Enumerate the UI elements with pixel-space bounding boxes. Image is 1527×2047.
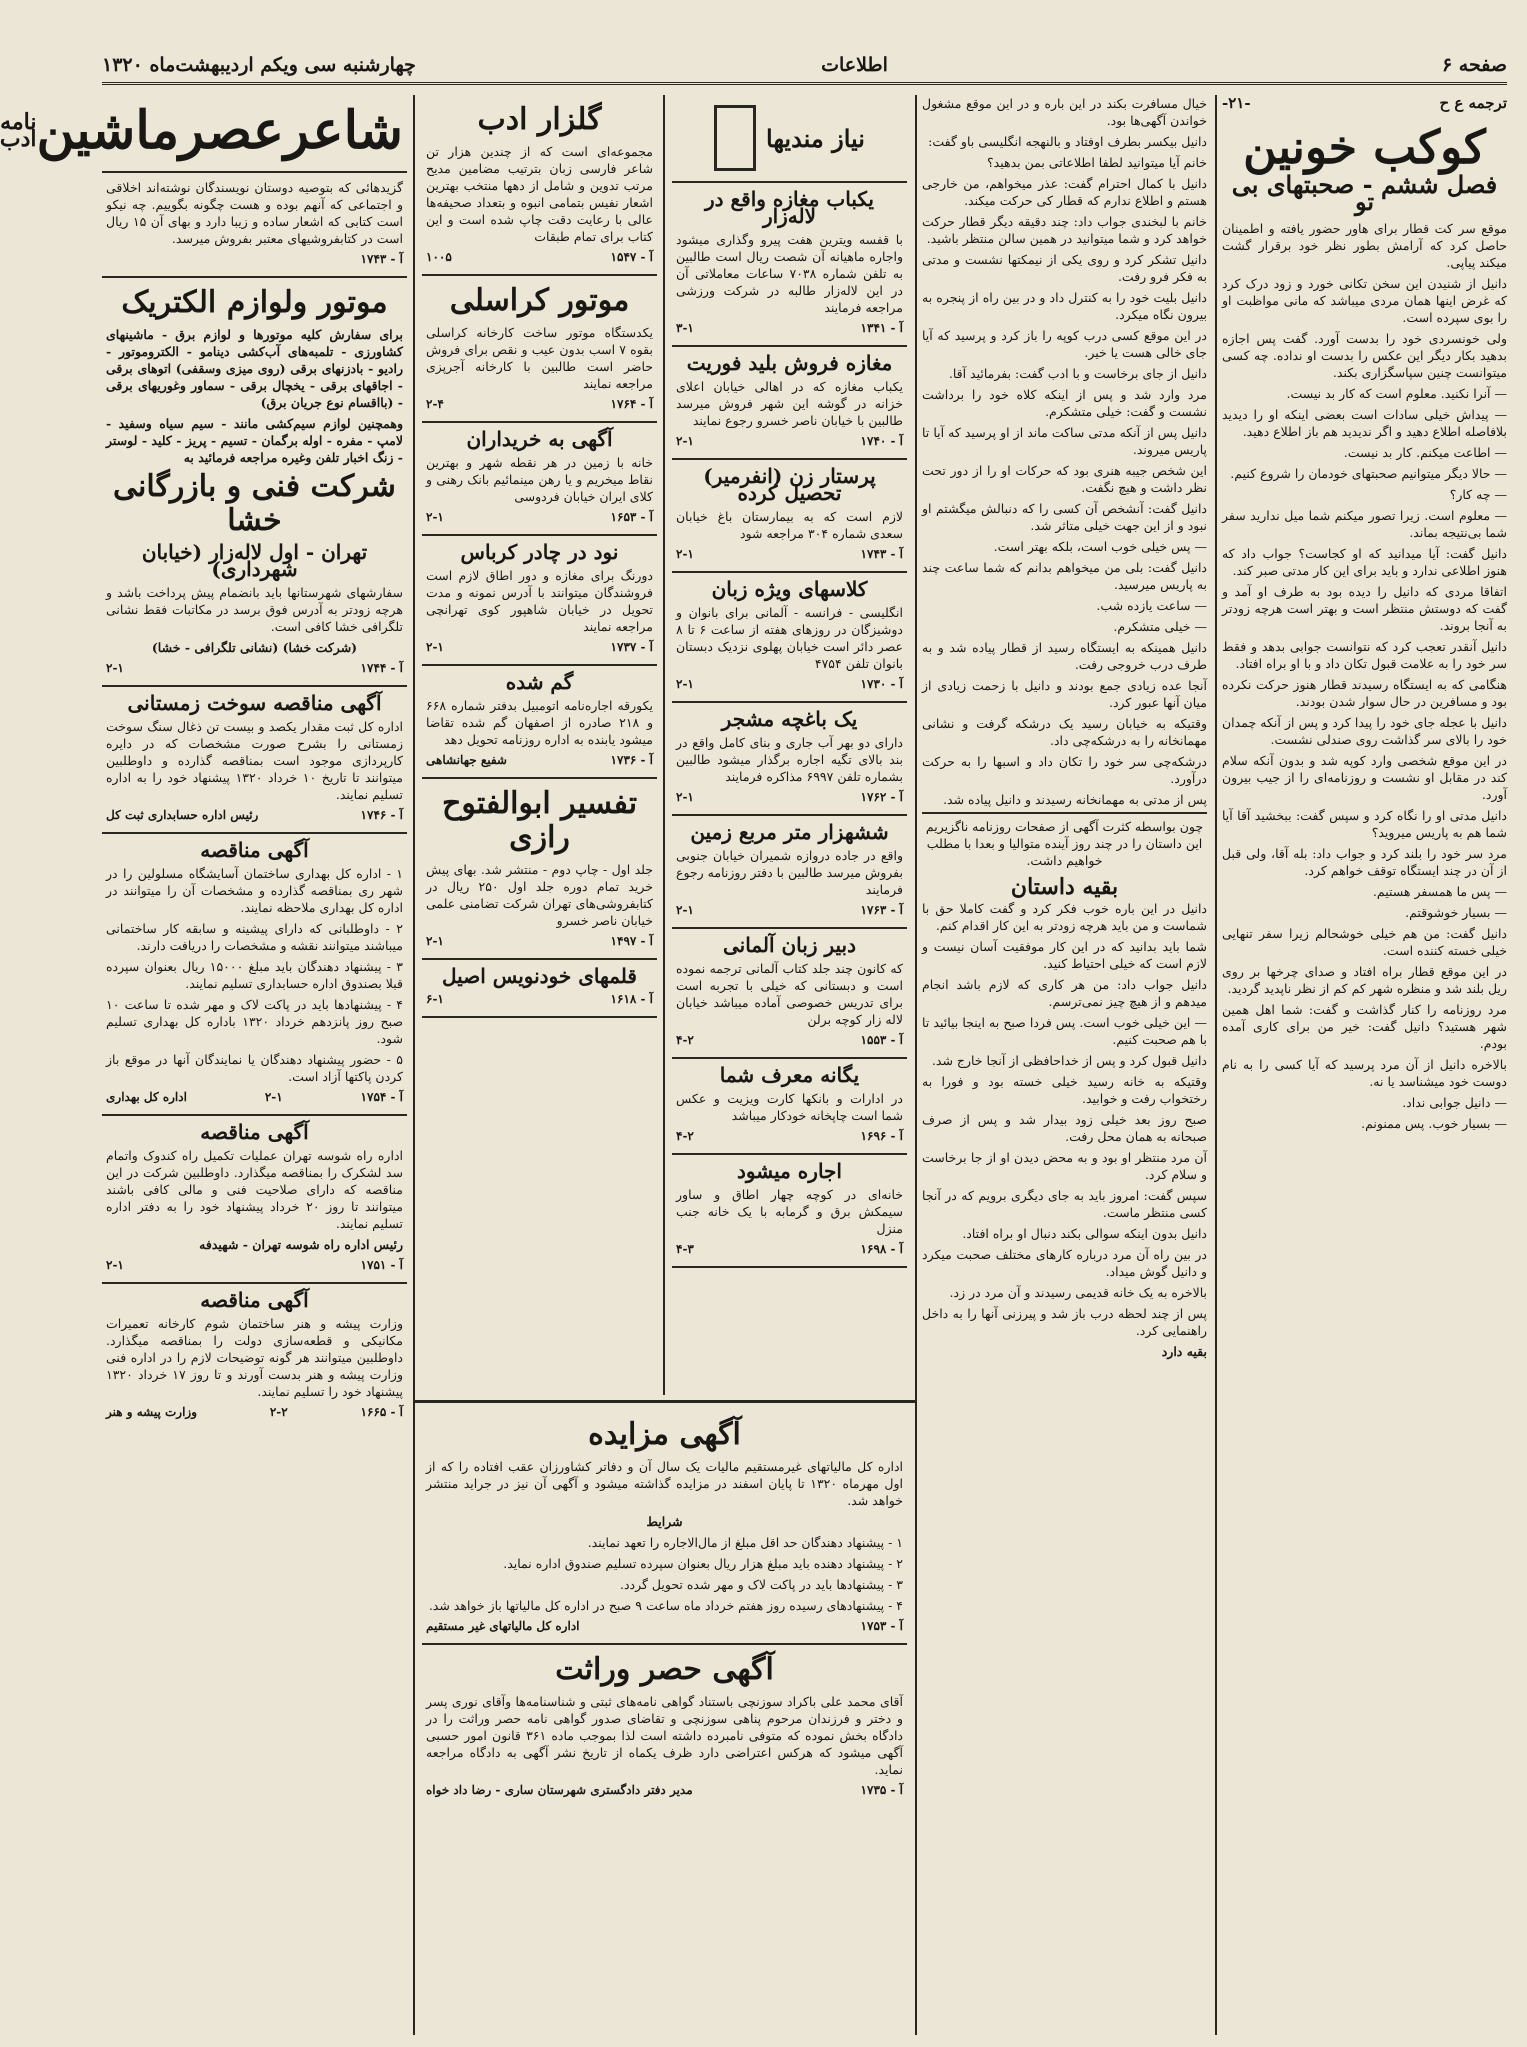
paragraph: دانیل پس از آنکه مدتی ساکت ماند از او پرسید که آیا تا پاریس میروند. [922,425,1207,457]
classified-ad [672,183,907,347]
paragraph: دانیل از شنیدن این سخن تکانی خورد و زود درک کرد که غرض اینها همان مردی میباشد که مانی مواظبت او را بوی سپرده است. [1222,276,1507,325]
official-notices [422,1410,907,2035]
ad-code: آ - ۱۶۱۸ [610,992,653,1006]
ad-code: آ - ۱۳۴۱ [860,321,903,335]
ad-body: جلد اول - چاپ دوم - منتشر شد. بهای پیش خرید تمام دوره جلد اول ۲۵۰ ریال در کتابفروشی‌های تهران شرکت تضامنی علمی خیابان ناصر خسرو [426,862,653,928]
paragraph: دانیل بدون اینکه سوالی بکند دنبال او براه افتاد. [962,1226,1207,1241]
paragraph: دانیل گفت: آنشخص آن کسی را که دنبالش میگشتم او نبود و از این جهت خیلی متاثر شد. [922,501,1207,533]
ad-run: ۲-۱ [676,434,694,448]
ad-code: آ - ۱۷۳۷ [610,640,653,654]
newspaper-name: اطلاعات [821,54,888,76]
paragraph: این شخص جیبه هنری بود که حرکات او را از دور تحت نظر داشت و هیچ نگفت. [922,463,1207,495]
notice-run: ۲-۱ [106,1258,124,1272]
paragraph: ۱ - اداره کل بهداری ساختمان آسایشگاه مسلولین را در شهر ری بمناقصه گذارده و مشخصات آن را میتوانند در اداره کل بهداری ملاحظه نمایند. [106,866,403,915]
paragraph: ۳ - پیشنهادها باید در پاکت لاک و مهر شده تحویل گردد. [619,1577,903,1592]
paragraph: در این موقع کسی درب کوپه را باز کرد و پرسید که آیا جای خالی هست یا خیر. [922,328,1207,360]
paragraph: — حالا دیگر میتوانیم صحبتهای خودمان را شروع کنیم. [1230,466,1507,481]
classified-ad [422,95,657,276]
paragraph: — بسیار خوشوقتم. [1405,905,1507,920]
paragraph: در این موقع شخصی وارد کوپه شد و بدون آنکه سلام کند در مقابل او نشست و روزنامه‌ای را از جیب بیرون آورد. [1222,753,1507,802]
paragraph: ۵ - حضور پیشنهاد دهندگان یا نمایندگان آنها در موقع باز کردن پاکتها آزاد است. [106,1052,403,1084]
classified-ad [422,276,657,423]
advertisements-column [0,95,407,2035]
book-ad [102,173,407,278]
ad-run: شفیع جهانشاهی [426,753,507,767]
ad-body: دارای دو بهر آب جاری و بنای کامل واقع در بند بالای تگیه اجاره برگذار میشود طالبین بشماره تلفن ۶۹۹۷ مذاکره فرمایند [676,735,903,784]
ad-run: ۳-۱ [676,321,694,335]
notice-code: آ - ۱۷۵۱ [360,1258,403,1272]
continued-label: بقیه دارد [1161,1344,1207,1359]
ad-body: دورنگ برای مغازه و دور اطاق لازم است فروشندگان میتوانند با آدرس نمونه و مدت تحویل در خیابان شاهپور کوی تهرانچی مراجعه نمایند [426,568,653,634]
ad-body: یکباب مغازه که در اهالی خیابان اعلای خزانه در گوشه این شهر فروش میرسد طالبین با خیابان ناصر خسرو رجوع نمایند [676,379,903,428]
ad-code: آ - ۱۷۴۳ [360,252,403,266]
ad-code: آ - ۱۴۹۷ [610,934,653,948]
ad-code: آ - ۱۷۶۳ [860,903,903,917]
notice-code: آ - ۱۶۶۵ [360,1405,403,1419]
classified-ad [672,1059,907,1155]
ad-code: آ - ۱۷۳۰ [860,677,903,691]
ad-code: آ - ۱۷۳۶ [610,753,653,767]
paragraph: پس از مدتی به مهمانخانه رسیدند و دانیل پیاده شد. [943,792,1207,807]
company-telegraph: (شرکت خشا) (نشانی تلگرافی - خشا) [151,640,358,655]
notice-title: آگهی مناقصه [200,838,309,862]
classified-ad [672,347,907,460]
serial-continuation-column [922,95,1207,2035]
paragraph: — این خیلی خوب است. پس فردا صبح به اینجا بیائید تا با هم صحبت کنیم. [922,1015,1207,1047]
notice-signature: اداره کل مالیاتهای غیر مستقیم [426,1619,580,1633]
classified-ad [422,666,657,779]
ad-body: گزیدهائی که بتوصیه دوستان نویسندگان نوشته‌اند اخلاقی و اجتماعی که آنهم بوده و هست چگونه بگوییم. چه نیکو است کتابی که اشعار ساده و زیبا دارد و بهای آن ۱۵ ریال است در کتابفروشیهای معتبر بفروش میرسد. [106,180,403,246]
classified-ad [672,460,907,573]
column-divider [915,95,917,2035]
ad-title: کلاسهای ویژه زبان [711,577,868,601]
paragraph: — ساعت یازده شب. [1096,598,1207,613]
tender-notice [102,1284,407,1429]
notice-signature: رئیس اداره راه شوسه تهران - شهیدفه [199,1237,403,1252]
paragraph: — دانیل جوابی نداد. [1402,1095,1507,1110]
company-address: تهران - اول لاله‌زار (خیابان شهرداری) [141,540,368,581]
paragraph: دانیل با عجله جای خود را پیدا کرد و پس از آنکه چمدان خود را بالای سر گذاشت روی صندلی نشست. [1222,715,1507,747]
ad-code: آ - ۱۷۴۰ [860,434,903,448]
tender-notice [102,1116,407,1284]
column-divider [413,95,415,2035]
paragraph: خانم آیا میتوانید لطفا اطلاعاتی بمن بدهید؟ [987,155,1207,170]
classifieds-column-a [672,95,907,1395]
ad-run: ۶-۱ [426,992,444,1006]
paragraph: دانیل با کمال احترام گفت: عذر میخواهم، من خارجی هستم و اطلاع ندارم که قطار کی حرکت میکند. [922,176,1207,208]
paragraph: دانیل آنقدر تعجب کرد که نتوانست جوابی بدهد و فقط سر خود را به علامت قبول تکان داد و با او براه افتاد. [1222,639,1507,671]
ad-title: دبیر زبان آلمانی [722,933,857,957]
ad-title: نود در چادر کرباس [460,540,619,564]
tender-notice [102,687,407,834]
inheritance-notice [422,1645,907,1807]
book-ad-banner [0,95,407,173]
notice-body: اداره راه شوسه تهران عملیات تکمیل راه کندوک واتمام سد لشکرک را بمناقصه میگذارد. داوطلبین شرکت در این مناقصه که دارای صلاحیت فنی و مالی کافی باشند میتوانند تا روز ۲۰ خرداد پیشنهاد خود را به دفتر اداره تسلیم نمایند. [106,1148,403,1231]
ad-run: ۱۰۰۵ [426,250,452,264]
installment-number: -۲۱- [1222,94,1251,112]
notice-code: آ - ۱۷۵۳ [860,1619,903,1633]
paragraph: — پس ما همسفر هستیم. [1372,884,1507,899]
classified-ad [672,573,907,703]
paragraph: در بین راه آن مرد درباره کارهای مختلف صحبت میکرد و دانیل گوش میداد. [922,1247,1207,1279]
ad-run: ۲-۱ [676,677,694,691]
paragraph: ۱ - پیشنهاد دهندگان حد اقل مبلغ از مال‌الاجاره را تعهد نمایند. [587,1535,903,1550]
serial-body [1222,220,1507,1132]
paragraph: دانیل گفت: بلی من میخواهم بدانم که شما ساعت چند به پاریس میرسید. [922,560,1207,592]
classified-ad [422,960,657,1018]
paragraph: اتفاقا مردی که دانیل را دیده بود به طرف او آمد و گفت که دوستش منتظر است و بهتر است هرچه زودتر به آنجا بروند. [1222,584,1507,633]
ad-body: خانه با زمین در هر نقطه شهر و بهترین نقاط میخریم و یا رهن مینمائیم بانک رهنی و کلای ایران خیابان فردوسی [426,455,653,504]
ad-body: خانه‌ای در کوچه چهار اطاق و ساور سیمکش برق و گرمابه با یک خانه جنب منزل [676,1187,903,1236]
paragraph: ۳ - پیشنهاد دهندگان باید مبلغ ۱۵۰۰۰ ریال بعنوان سپرده قبلا بصندوق اداره حسابداری تسلیم نمایند. [106,959,403,991]
paragraph: مرد روزنامه را کنار گذاشت و گفت: شما اهل همین شهر هستید؟ دانیل گفت: خیر من برای کاری آمده بودم. [1222,1002,1507,1051]
ad-title: آگهی به خریداران [466,427,613,451]
paragraph: — بسیار خوب. پس ممنونم. [1361,1116,1507,1131]
serial-subtitle: فصل ششم - صحبتهای بی تو [1231,170,1498,216]
ad-title: اجاره میشود [737,1159,842,1183]
ad-title: گم شده [505,670,574,694]
electric-ad [102,278,407,687]
classified-ad [672,816,907,929]
serial-body-top [922,95,1207,808]
ad-body: برای سفارش کلیه موتورها و لوازم برق - ماشینهای کشاورزی - تلمبه‌های آب‌کشی دینامو - الکتروموتور - رادیو - بادزنهای برقی (روی میزی وسقفی) اتوهای برقی - اجاقهای برقی - یخچال برقی - سماور وغوریهای برقی - (بااقسام نوع جریان برق) [106,327,403,410]
ad-run: ۴-۳ [676,1242,694,1256]
paragraph: خانم با لبخندی جواب داد: چند دقیقه دیگر قطار حرکت خواهد کرد و شما میتوانید در همین سالن منتظر باشید. [922,214,1207,246]
auction-notice [422,1410,907,1645]
serial-story-column [1222,95,1507,2035]
paragraph: دانیل همینکه به ایستگاه رسید از قطار پیاده شد و به طرف درب خروجی رفت. [922,640,1207,672]
ad-body: وهمچنین لوازم سیم‌کشی مانند - سیم سیاه وسفید - لامپ - مفره - اوله برگمان - تسیم - پریز - کلید - لوستر - زنگ اخبار تلفن وغیره مراجعه فرمائید به [106,416,403,465]
ad-title: تفسیر ابوالفتوح رازی [441,786,638,855]
classified-ad [672,703,907,816]
paragraph: دانیل قبول کرد و پس از خداحافظی از آنجا خارج شد. [931,1053,1207,1068]
paragraph: ولی خونسردی خود را بدست آورد. گفت پس اجازه بدهید بکار دیگر این عکس را بدست او نداده. چه کسی میتوانست چنین سپاسگزاری بکند. [1222,331,1507,380]
ad-code: آ - ۱۵۵۳ [860,1033,903,1047]
paragraph: وقتیکه به خانه رسید خیلی خسته بود و فورا به رختخواب رفت و خوابید. [922,1074,1207,1106]
translation-credit: ترجمه ع ‌‌‌ح [1439,94,1507,112]
ad-run: ۲-۱ [426,510,444,524]
divider [922,812,1207,814]
paragraph: در این موقع قطار براه افتاد و صدای چرخها بر روی ریل بلند شد و منظره شهر کم کم از نظر ناپدید گردید. [1222,964,1507,996]
ad-title: گلزار ادب [477,102,602,137]
paragraph: دانیل مدتی او را نگاه کرد و سپس گفت: ببخشید آقا آیا شما هم به پاریس میروید؟ [1222,808,1507,840]
page-number: صفحه ۶ [1441,54,1507,76]
ad-code: آ - ۱۶۵۳ [610,510,653,524]
paragraph: پس از چند لحظه درب باز شد و پیرزنی آنها را به داخل راهنمایی کرد. [922,1306,1207,1338]
ad-run: ۲-۱ [676,903,694,917]
ad-body: در ادارات و بانکها کارت ویزیت و عکس شما است چاپخانه خودکار میباشد [676,1091,903,1123]
ad-code: آ - ۱۷۶۴ [610,397,653,411]
paragraph: بالاخره دانیل از آن مرد پرسید که آیا کسی را به نام دوست خود میشناسد یا نه. [1222,1057,1507,1089]
paragraph: دانیل بلیت خود را به کنترل داد و در بین راه از پنجره به بیرون نگاه میکرد. [922,290,1207,322]
ad-code: آ - ۱۷۴۴ [360,661,403,675]
notice-signature: رئیس اداره حسابداری ثبت کل [106,808,259,822]
ad-body: یکدستگاه موتور ساخت کارخانه کراسلی بقوه ۷ اسب بدون عیب و نقص برای فروش حاضر است طالبین با کارخانه آجرپزی مراجعه نمایند [426,325,653,391]
notice-run: ۲-۲ [269,1405,288,1419]
notice-body: وزارت پیشه و هنر ساختمان شوم کارخانه تعمیرات مکانیکی و قطعه‌سازی دولت را بمناقصه میگذارد. داوطلبین میتوانند هر گونه توضیحات لازم را در اداره فنی وزارت پیشه و هنر بدست آورند و تا روز ۱۷ خرداد ۱۳۲۰ پیشنهاد خود را تسلیم نمایند. [106,1316,403,1399]
section-divider [415,1400,915,1403]
notice-title: آگهی مناقصه سوخت زمستانی [127,691,382,715]
paragraph: درشکه‌چی سر خود را تکان داد و اسبها را به حرکت درآورد. [922,754,1207,786]
tender-notice [102,834,407,1116]
editor-note: چون بواسطه کثرت آگهی از صفحات روزنامه ناگزیریم این داستان را در چند روز آینده متوالیا و بعدا با مطلب خواهیم داشت. [925,819,1204,868]
ad-run: ۲-۱ [426,934,444,948]
paragraph: صبح روز بعد خیلی زود بیدار شد و پس از صرف صبحانه به همان محل رفت. [922,1112,1207,1144]
notice-run: ۲-۱ [264,1090,283,1104]
paragraph: ۲ - داوطلبانی که دارای پیشینه و سابقه کار ساختمانی میباشند میتوانند نقشه و مشخصات را دریافت دارند. [106,921,403,953]
ad-run: ۲-۱ [426,640,444,654]
paragraph: مرد وارد شد و پس از اینکه کلاه خود را برداشت نشست و گفت: خیلی متشکرم. [922,387,1207,419]
paragraph: — اطاعت میکنم. کار بد نیست. [1343,445,1507,460]
classifieds-column-b [422,95,657,1395]
book-label: نامه ادب [0,109,37,152]
paragraph: مرد سر خود را بلند کرد و جواب داد: بله آقا، ولی قبل از آن در چند ایستگاه توقف خواهم کرد. [1222,846,1507,878]
paragraph: — آنرا نکنید. معلوم است که کار بد نیست. [1286,386,1507,401]
paragraph: خیال مسافرت بکند در این باره و در این موقع مشغول خواندن آگهی‌ها بود. [922,96,1207,128]
paragraph: هنگامی که به ایستگاه رسیدند قطار هنوز حرکت نکرده بود و مسافرین در حال سوار شدن بودند. [1222,677,1507,709]
page-header [102,48,1507,85]
ad-title: موتور کراسلی [449,283,630,318]
classified-ad [672,929,907,1059]
issue-date: چهارشنبه سی ویکم اردیبهشت‌ماه ۱۳۲۰ [102,54,416,76]
paragraph: — معلوم است. زیرا تصور میکنم شما میل ندارید سفر شما بی‌نتیجه بماند. [1222,508,1507,540]
serial-title: کوکب خونین [1243,120,1486,174]
ad-title: موتور ولوازم الکتریک [121,285,388,320]
column-divider [663,95,665,1395]
ad-run: ۲-۱ [676,547,694,561]
notice-code: آ - ۱۷۵۴ [360,1090,403,1104]
section-heading: بقیه داستان [1010,874,1119,900]
ad-title: مغازه فروش بلید فوریت [686,351,893,375]
frame-icon [714,105,756,171]
ad-body: لازم است که به بیمارستان باغ خیابان سعدی شماره ۳۰۴ مراجعه شود [676,509,903,541]
notice-title: آگهی مزایده [588,1417,741,1452]
notice-signature: مدیر دفتر دادگستری شهرستان ساری - رضا داد خواه [426,1783,693,1797]
notice-title: آگهی حصر وراثت [555,1652,774,1687]
paragraph: ۲ - پیشنهاد دهنده باید مبلغ هزار ریال بعنوان سپرده تسلیم صندوق اداره نماید. [503,1556,903,1571]
ad-title: قلمهای خودنویس اصیل [442,964,637,988]
ad-title: یک باغچه مشجر [721,707,858,731]
paragraph: بالاخره به یک خانه قدیمی رسیدند و آن مرد در زد. [949,1285,1207,1300]
notice-code: آ - ۱۷۳۵ [860,1783,903,1797]
serial-body-bottom [922,900,1207,1339]
classified-ad [672,1155,907,1268]
ad-title: ششهزار متر مربع زمین [690,820,889,844]
paragraph: اداره کل مالیاتهای غیرمستقیم مالیات یک سال آن و دفاتر کشاورزان عقب افتاده را که از اول مهرماه ۱۳۲۰ تا پایان اسفند در مزایده گذاشته میشود و آگهی آن نیز در جراید منتشر خواهد شد. [426,1459,903,1508]
ad-run: ۲-۱ [106,661,124,675]
paragraph: دانیل گفت: من هم خیلی خوشحالم زیرا سفر تنهایی خیلی خسته کننده است. [1222,926,1507,958]
ad-body: با قفسه ویترین هفت پیرو وگذاری میشود واجاره ماهیانه آن شصت ریال است طالبین به تلفن شماره ۷۰۳۸ ساعات معاملاتی آن در این لاله‌زار طالبه در شرکت ورزشی مراجعه فرمایند [676,232,903,315]
classifieds-banner [672,95,907,183]
paragraph: دانیل از جای برخاست و با ادب گفت: بفرمائید آقا. [948,366,1207,381]
paragraph: ۴ - پیشنهادها باید در پاکت لاک و مهر شده تا ساعت ۱۰ صبح روز پانزدهم خرداد ۱۳۲۰ باداره کل بهداری تسلیم شود. [106,997,403,1046]
classifieds-heading: نیاز مندیها [766,123,865,153]
notice-code: آ - ۱۷۴۶ [360,808,403,822]
paragraph: شما باید بدانید که در این کار موفقیت آسان نیست و لازم است که خیلی احتیاط کنید. [922,939,1207,971]
ad-title: پرستار زن (انفرمیر) تحصیل کرده [703,464,876,505]
notice-signature: وزارت پیشه و هنر [106,1405,198,1419]
ad-body: انگلیسی - فرانسه - آلمانی برای بانوان و دوشیزگان در روزهای هفته از ساعت ۶ تا ۸ عصر دائر است خیابان پهلوی نزدیک دبستان بانوان تلفن ۴۷۵۴ [676,605,903,671]
classified-ad [422,779,657,960]
paragraph: شرایط [646,1514,683,1529]
book-title: شاعرعصرماشین [36,100,403,161]
paragraph: دانیل در این باره خوب فکر کرد و گفت کاملا حق با شماست و من باید هرچه زودتر به این کار اقدام کنم. [922,901,1207,933]
ad-title: یکباب مغازه واقع در لاله‌زار [704,187,875,228]
paragraph: سپس گفت: امروز باید به جای دیگری برویم که در آنجا کسی منتظر ماست. [922,1188,1207,1220]
ad-code: آ - ۱۷۴۳ [860,547,903,561]
notice-signature: اداره کل بهداری [106,1090,187,1104]
paragraph: — خیلی متشکرم. [1113,619,1207,634]
ad-title: یگانه معرف شما [719,1063,860,1087]
paragraph: دانیل جواب داد: من هر کاری که لازم باشد انجام میدهم و از هیچ چیز نمی‌ترسم. [922,977,1207,1009]
ad-code: آ - ۱۶۹۶ [860,1129,903,1143]
notice-title: آگهی مناقصه [200,1288,309,1312]
ad-body: واقع در جاده دروازه شمیران خیابان جنوبی بفروش میرسد طالبین با دفتر روزنامه رجوع فرمایند [676,848,903,897]
column-divider [1215,95,1217,2035]
paragraph: دانیل تشکر کرد و روی یکی از نیمکتها نشست و مدتی به فکر فرو رفت. [922,252,1207,284]
paragraph: دانیل بیکسر بطرف اوفتاد و بالنهجه انگلیسی باو گفت: [928,134,1207,149]
paragraph: موقع سر کت قطار برای هاور حضور یافته و اطمینان حاصل کرد که آرامش بطور نظر خود برقرار گشت میکند پیاپی. [1222,221,1507,270]
ad-code: آ - ۱۵۴۷ [610,250,653,264]
paragraph: — پس خیلی خوب است، بلکه بهتر است. [993,539,1207,554]
notice-title: آگهی مناقصه [200,1120,309,1144]
classified-ad [422,423,657,536]
ad-code: آ - ۱۶۹۸ [860,1242,903,1256]
notice-body: اداره کل ثبت مقدار یکصد و بیست تن ذغال سنگ سوخت زمستانی را بشرح صورت مشخصات که در دایره کارپردازی موجود است بمناقصه گذارده و داوطلبین میتوانند تا تاریخ ۱۰ خرداد ۱۳۲۰ پیشنهاد خود را به اداره تسلیم نمایند. [106,719,404,802]
paragraph: دانیل گفت: آیا میدانید که او کجاست؟ جواب داد که هنوز اطلاعی ندارد و باید برای این کار مدتی صبر کند. [1222,546,1507,578]
company-name: شرکت فنی و بازرگانی خشا [113,469,396,538]
paragraph: ۴ - پیشنهادهای رسیده روز هفتم خرداد ماه ساعت ۹ صبح در اداره کل مالیاتها باز خواهد شد. [428,1598,903,1613]
paragraph: آنجا عده زیادی جمع بودند و دانیل با زحمت زیادی از میان آنها عبور کرد. [922,678,1207,710]
ad-body: سفارشهای شهرستانها باید بانضمام پیش پرداخت باشد و هرچه زودتر به آدرس فوق برسد در مکاتبات فقط نشانی تلگرافی خشا کافی است. [106,585,403,634]
paragraph: — پیداش خیلی سادات است بعضی اینکه او را دیدید بلافاصله اطلاع دهید و اگر ندیدید هم باز اطلاع دهید. [1222,407,1507,439]
notice-body: آقای محمد علی باکراد سوزنچی باستناد گواهی نامه‌های ثبتی و شناسنامه‌ها وآقای نوری پسر و دختر و فرزندان مرحوم پناهی سوزنچی و تقاضای صدور گواهی نامه حصر وراثت را در دادگاه بخش نموده که متوفی نامبرده داشته است لذا بموجب ماده ۳۶۱ قانون امور حسبی آگهی میشود که هرکس اعتراضی دارد ظرف یکماه از تاریخ نشر آگهی به دادگاه مراجعه نماید. [426,1694,903,1777]
ad-run: ۴-۲ [676,1129,694,1143]
ad-body: مجموعه‌ای است که از چندین هزار تن شاعر فارسی زبان بترتیب مضامین مدیح مرتب تدوین و شامل از دهها منتخب بهترین اشعار نفیس بتمامی انبوه و بتعداد صحیفه‌ها عالی با رعایت دقت چاپ شده است و این کتاب برای تمام طبقات [426,144,653,244]
ad-run: ۲-۱ [676,790,694,804]
paragraph: آن مرد منتظر او بود و به محض دیدن او از جا برخاست و سلام کرد. [922,1150,1207,1182]
ad-run: ۴-۲ [676,1033,694,1047]
ad-body: یکورقه اجاره‌نامه اتومبیل بدفتر شماره ۶۶۸ و ۲۱۸ صادره از اصفهان گم شده تقاضا میشود یابنده به اداره روزنامه تحویل دهد [426,698,653,747]
classified-ad [422,536,657,666]
ad-code: آ - ۱۷۶۲ [860,790,903,804]
paragraph: — چه کار؟ [1449,487,1507,502]
ad-body: که کانون چند جلد کتاب آلمانی ترجمه نموده است و دبستانی که خیلی با تجربه است برای تدریس خصوصی آماده میباشد خیابان لاله زار کوچه برلن [676,961,903,1027]
ad-run: ۲-۴ [426,397,444,411]
paragraph: وقتیکه به خیابان رسید یک درشکه گرفت و نشانی مهمانخانه را به درشکه‌چی داد. [922,716,1207,748]
